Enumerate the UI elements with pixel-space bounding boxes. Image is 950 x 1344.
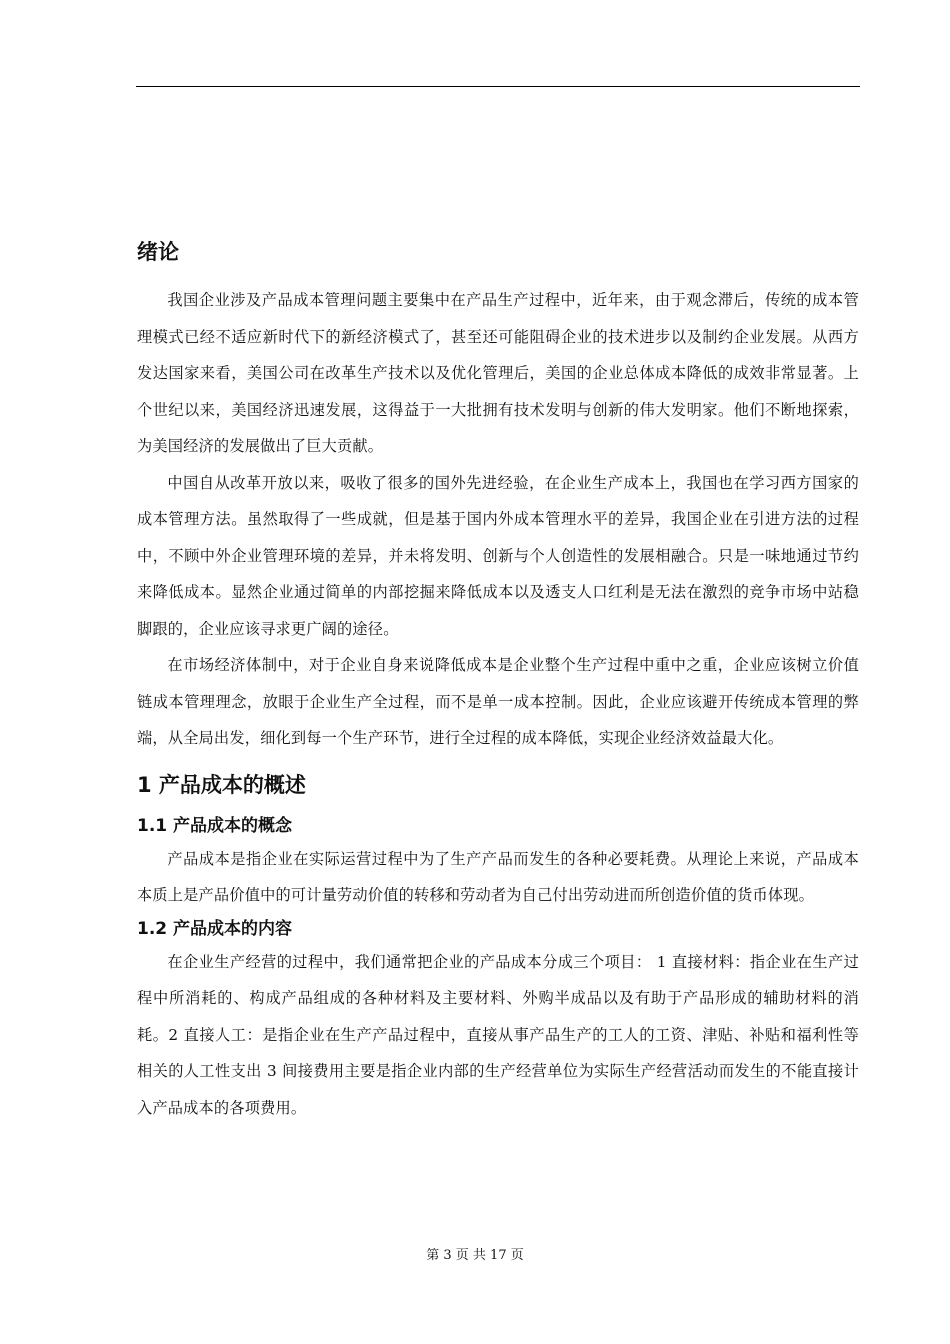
paragraph-1-1: 产品成本是指企业在实际运营过程中为了生产产品而发生的各种必要耗费。从理论上来说，产品成本本质上是产品价值中的可计量劳动价值的转移和劳动者为自己付出劳动进而所创造价值的货币体现。 [137, 849, 859, 904]
page-footer: 第 3 页 共 17 页 [426, 1248, 524, 1263]
intro-paragraph-2: 中国自从改革开放以来，吸收了很多的国外先进经验，在企业生产成本上，我国也在学习西方国家的成本管理方法。虽然取得了一些成就，但是基于国内外成本管理水平的差异，我国企业在引进方法的过程中，不顾中外企业管理环境的差异，并未将发明、创新与个人创造性的发展相融合。只是一味地通过节约来降低成本。显然企业通过简单的内部挖掘来降低成本以及透支人口红利是无法在激烈的竞争市场中站稳脚跟的，企业应该寻求更广阔的途径。 [137, 473, 859, 638]
paragraph-1-2: 在企业生产经营的过程中，我们通常把企业的产品成本分成三个项目： 1 直接材料：指企业在生产过程中所消耗的、构成产品组成的各种材料及主要材料、外购半成品以及有助于产品形成的辅助材料的消耗。2 直接人工：是指企业在生产产品过程中，直接从事产品生产的工人的工资、津贴、补贴和福利性等相关的人工性支出 3 间接费用主要是指企业内部的生产经营单位为实际生产经营活动而发生的不能直接计入产品成本的各项费用。 [137, 952, 859, 1117]
intro-paragraph-3: 在市场经济体制中，对于企业自身来说降低成本是企业整个生产过程中重中之重，企业应该树立价值链成本管理理念，放眼于企业生产全过程，而不是单一成本控制。因此，企业应该避开传统成本管理的弊端，从全局出发，细化到每一个生产环节，进行全过程的成本降低，实现企业经济效益最大化。 [137, 656, 859, 747]
header-rule [136, 86, 860, 87]
heading-1-1: 1.1 产品成本的概念 [137, 815, 293, 836]
heading-intro: 绪论 [137, 240, 179, 264]
heading-1-2: 1.2 产品成本的内容 [137, 918, 293, 939]
heading-section-1: 1 产品成本的概述 [137, 772, 306, 797]
intro-paragraph-1: 我国企业涉及产品成本管理问题主要集中在产品生产过程中，近年来，由于观念滞后，传统的成本管理模式已经不适应新时代下的新经济模式了，甚至还可能阻碍企业的技术进步以及制约企业发展。从西方发达国家来看，美国公司在改革生产技术以及优化管理后，美国的企业总体成本降低的成效非常显著。上个世纪以来，美国经济迅速发展，这得益于一大批拥有技术发明与创新的伟大发明家。他们不断地探索，为美国经济的发展做出了巨大贡献。 [137, 291, 859, 455]
document-body [137, 232, 859, 1126]
